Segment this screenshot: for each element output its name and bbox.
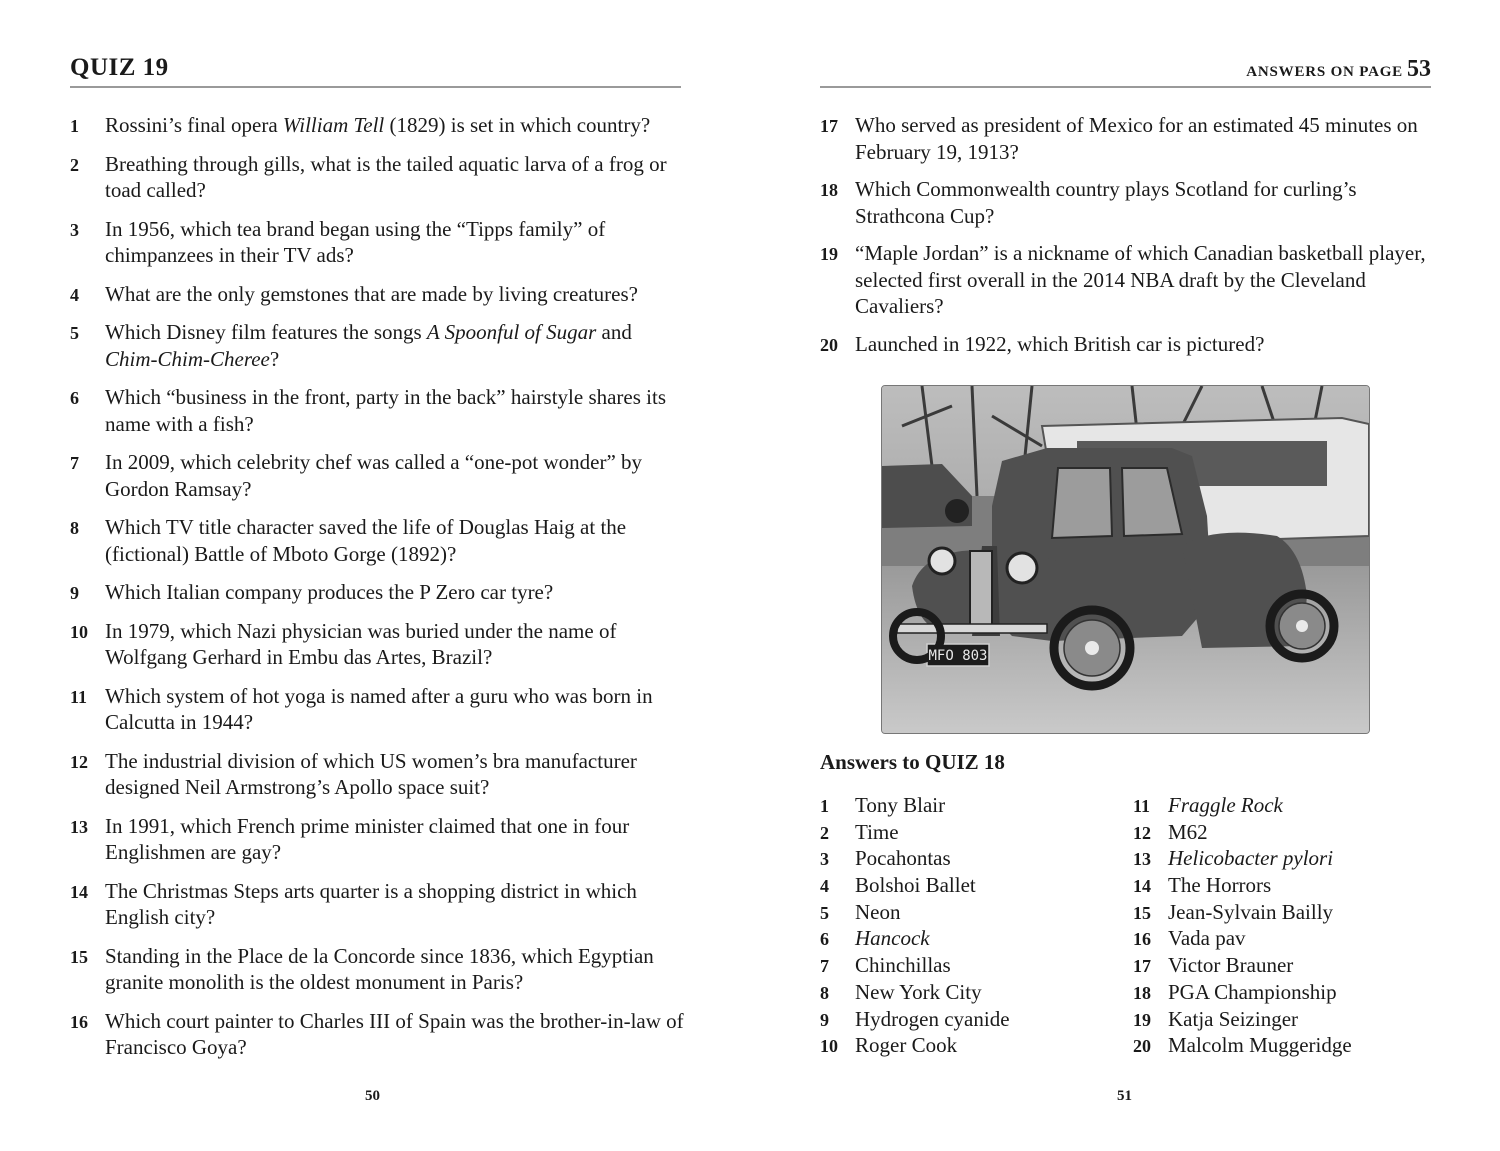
answer-item <box>1133 1006 1433 1033</box>
answer-item <box>1133 792 1433 819</box>
answer-number: 16 <box>1133 929 1151 950</box>
question-text-part: Which Disney film features the songs <box>105 320 427 344</box>
question-item <box>70 151 685 204</box>
answer-text: Jean-Sylvain Bailly <box>1168 899 1334 924</box>
answers-reference-page: 53 <box>1407 56 1431 82</box>
question-number: 3 <box>70 219 79 240</box>
question-number: 13 <box>70 816 88 837</box>
question-text-part: In 1991, which French prime minister claimed that one in four Englishmen are gay? <box>105 813 630 864</box>
question-item <box>70 216 685 269</box>
question-number: 4 <box>70 284 79 305</box>
answer-text: Time <box>855 819 899 844</box>
answer-item <box>820 792 1120 819</box>
question-text-part: In 1979, which Nazi physician was buried under the name of Wolfgang Gerhard in Embu das Artes, Brazil? <box>105 618 617 669</box>
question-text <box>105 216 685 269</box>
question-text-part: Standing in the Place de la Concorde since 1836, which Egyptian granite monolith is the oldest monument in Paris? <box>105 943 654 994</box>
page-number-left: 50 <box>365 1088 380 1104</box>
question-text-part: Breathing through gills, what is the tailed aquatic larva of a frog or toad called? <box>105 151 667 202</box>
question-text-part: Which “business in the front, party in the back” hairstyle shares its name with a fish? <box>105 385 667 436</box>
answer-text: Neon <box>855 899 901 924</box>
answer-number: 14 <box>1133 876 1151 897</box>
question-title-italic: William Tell <box>282 113 385 137</box>
question-item <box>70 319 685 372</box>
question-text <box>855 112 1435 165</box>
question-number: 5 <box>70 323 79 343</box>
left-page-header <box>70 56 681 88</box>
answer-text: Vada pav <box>1168 926 1246 951</box>
question-number: 6 <box>70 388 79 408</box>
question-number: 8 <box>70 518 79 538</box>
question-text <box>105 748 685 801</box>
answers-reference <box>1246 56 1431 83</box>
question-item <box>820 240 1435 320</box>
answer-number: 4 <box>820 876 829 897</box>
answer-number: 6 <box>820 929 829 950</box>
answer-number: 15 <box>1133 902 1151 923</box>
license-plate-text: MFO 803 <box>928 648 988 664</box>
question-text-part: Rossini’s final opera <box>105 113 283 137</box>
question-text <box>105 112 685 139</box>
answer-number: 10 <box>820 1036 838 1057</box>
right-page <box>750 0 1500 1151</box>
question-number: 11 <box>70 686 88 707</box>
question-item <box>70 813 685 866</box>
answer-item <box>820 899 1120 926</box>
question-text-part: The industrial division of which US women’s bra manufacturer designed Neil Armstrong’s Apollo space suit? <box>105 748 637 799</box>
answer-text: Fraggle Rock <box>1168 793 1283 817</box>
question-text <box>105 281 685 308</box>
question-number: 1 <box>70 116 79 136</box>
question-text <box>105 1008 685 1061</box>
answer-item <box>1133 925 1433 952</box>
question-text <box>105 151 685 204</box>
answers-column-2 <box>1133 792 1433 1059</box>
question-item <box>820 112 1435 165</box>
answer-text: Victor Brauner <box>1168 953 1294 978</box>
answer-text: Hancock <box>855 926 930 951</box>
question-text <box>105 813 685 866</box>
answer-text: PGA Championship <box>1168 979 1337 1004</box>
question-text-part: Which Italian company produces the P Zero car tyre? <box>105 580 554 604</box>
question-text-part: In 2009, which celebrity chef was called a “one-pot wonder” by Gordon Ramsay? <box>105 450 643 501</box>
question-item <box>820 176 1435 229</box>
answer-item <box>820 952 1120 979</box>
question-number: 9 <box>70 583 79 603</box>
question-item <box>70 943 685 996</box>
question-item <box>70 683 685 736</box>
question-item <box>70 579 685 606</box>
question-text-part: Which court painter to Charles III of Spain was the brother-in-law of Francisco Goya? <box>105 1008 684 1059</box>
answer-item <box>1133 952 1433 979</box>
answer-item <box>1133 819 1433 846</box>
answer-text: Bolshoi Ballet <box>855 873 976 898</box>
answer-item <box>820 1006 1120 1033</box>
answer-number: 9 <box>820 1009 829 1030</box>
question-item <box>70 384 685 437</box>
quiz-title: QUIZ 19 <box>70 54 169 81</box>
question-text <box>105 579 685 606</box>
answer-item <box>820 979 1120 1006</box>
answer-item <box>1133 872 1433 899</box>
question-number: 18 <box>820 180 838 200</box>
question-text <box>105 449 685 502</box>
answer-item <box>1133 979 1433 1006</box>
question-number: 16 <box>70 1011 88 1032</box>
question-text-part: Who served as president of Mexico for an estimated 45 minutes on February 19, 1913? <box>855 113 1418 164</box>
question-item <box>70 1008 685 1061</box>
question-list-right <box>820 112 1435 368</box>
question-text-part: (1829) is set in which country? <box>384 113 651 137</box>
answer-item <box>1133 845 1433 872</box>
answers-title: Answers to QUIZ 18 <box>820 750 1005 774</box>
question-item <box>70 449 685 502</box>
answer-number: 7 <box>820 956 829 977</box>
answer-item <box>820 845 1120 872</box>
question-text <box>105 384 685 437</box>
answer-item <box>820 925 1120 952</box>
answer-text: Katja Seizinger <box>1168 1006 1299 1031</box>
question-number: 20 <box>820 334 838 355</box>
question-text <box>105 683 685 736</box>
answer-item <box>820 872 1120 899</box>
answer-number: 17 <box>1133 956 1151 977</box>
question-text-part: Which system of hot yoga is named after a guru who was born in Calcutta in 1944? <box>105 683 653 734</box>
answer-number: 11 <box>1133 796 1151 816</box>
question-title-italic: A Spoonful of Sugar <box>426 320 597 344</box>
answer-number: 13 <box>1133 849 1151 870</box>
question-text <box>105 319 685 372</box>
answer-number: 12 <box>1133 822 1151 843</box>
question-item <box>70 112 685 139</box>
page-number-right: 51 <box>1117 1088 1132 1104</box>
answer-text: Pocahontas <box>855 846 951 871</box>
answer-item <box>820 819 1120 846</box>
question-item <box>70 514 685 567</box>
question-text-part: Which TV title character saved the life of Douglas Haig at the (fictional) Battle of Mboto Gorge (1892)? <box>105 515 627 566</box>
answer-text: Malcolm Muggeridge <box>1168 1033 1352 1058</box>
question-title-italic: Chim-Chim-Cheree <box>105 346 270 371</box>
answer-text: Chinchillas <box>855 953 951 978</box>
question-number: 19 <box>820 244 838 264</box>
question-text-part: Launched in 1922, which British car is pictured? <box>855 331 1265 356</box>
question-text-part: Which Commonwealth country plays Scotland for curling’s Strathcona Cup? <box>855 177 1357 228</box>
answer-text: Roger Cook <box>855 1033 958 1058</box>
answer-number: 2 <box>820 822 829 843</box>
question-number: 2 <box>70 154 79 175</box>
question-text <box>855 331 1435 358</box>
question-text <box>855 240 1435 320</box>
answer-number: 19 <box>1133 1009 1151 1030</box>
answer-number: 5 <box>820 902 829 923</box>
question-text-part: and <box>596 320 632 344</box>
question-number: 15 <box>70 946 88 967</box>
question-number: 14 <box>70 881 88 902</box>
answers-reference-label: ANSWERS ON PAGE <box>1246 64 1403 80</box>
question-list-left <box>70 112 685 1073</box>
question-item <box>70 618 685 671</box>
answer-number: 8 <box>820 982 829 1003</box>
vintage-car-photo <box>881 385 1370 734</box>
question-item <box>70 281 685 308</box>
question-text <box>105 618 685 671</box>
question-text-part: What are the only gemstones that are made by living creatures? <box>105 281 638 306</box>
answer-number: 20 <box>1133 1036 1151 1057</box>
answer-text: M62 <box>1168 819 1208 844</box>
answer-item <box>1133 899 1433 926</box>
question-item <box>820 331 1435 358</box>
question-text-part: In 1956, which tea brand began using the “Tipps family” of chimpanzees in their TV ads? <box>105 216 606 267</box>
answer-number: 3 <box>820 849 829 870</box>
question-text <box>855 176 1435 229</box>
question-text-part: ? <box>269 346 280 371</box>
answer-text: New York City <box>855 979 982 1004</box>
answer-text: The Horrors <box>1168 873 1272 898</box>
question-number: 10 <box>70 621 88 642</box>
question-number: 17 <box>820 116 838 136</box>
right-page-header <box>820 56 1431 88</box>
answer-number: 1 <box>820 796 829 816</box>
question-text-part: The Christmas Steps arts quarter is a shopping district in which English city? <box>105 878 637 929</box>
question-text <box>105 878 685 931</box>
answer-number: 18 <box>1133 982 1151 1003</box>
answers-column-1 <box>820 792 1120 1059</box>
question-text <box>105 943 685 996</box>
question-number: 12 <box>70 751 88 772</box>
answer-text: Hydrogen cyanide <box>855 1006 1010 1031</box>
answer-text: Tony Blair <box>855 793 946 817</box>
answer-item <box>820 1032 1120 1059</box>
question-number: 7 <box>70 453 79 473</box>
answer-item <box>1133 1032 1433 1059</box>
question-item <box>70 748 685 801</box>
question-text-part: “Maple Jordan” is a nickname of which Canadian basketball player, selected first overall in the 2014 NBA draft by the Cleveland Cavaliers? <box>855 241 1426 318</box>
question-item <box>70 878 685 931</box>
question-text <box>105 514 685 567</box>
answer-text: Helicobacter pylori <box>1168 846 1334 871</box>
